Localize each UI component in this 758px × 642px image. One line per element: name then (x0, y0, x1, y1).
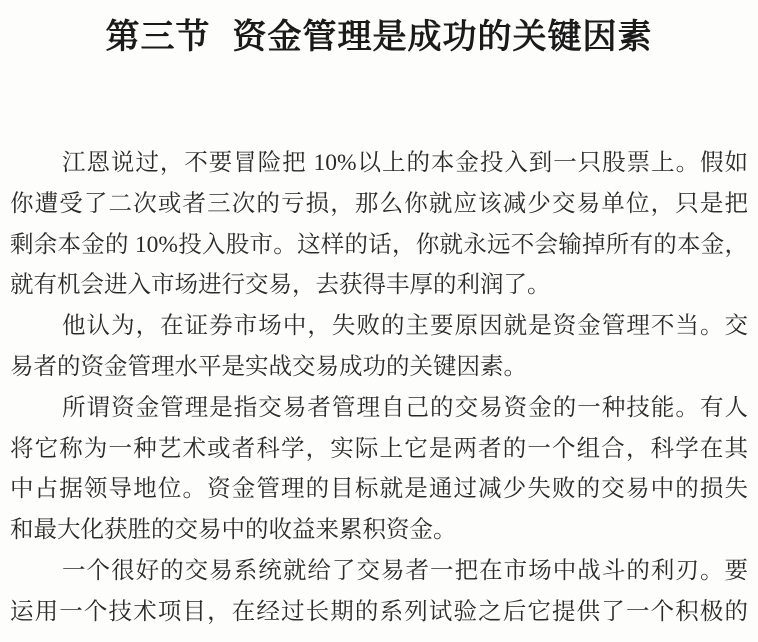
text-line: 易者的资金管理水平是实战交易成功的关键因素。 (10, 353, 527, 380)
text-line: 江恩说过，不要冒险把 10%以上的本金投入到一只股票上。假如 (62, 150, 748, 176)
text-line: 所谓资金管理是指交易者管理自己的交易资金的一种技能。有人 (62, 394, 748, 421)
text-line: 他认为，在证券市场中，失败的主要原因就是资金管理不当。交 (62, 313, 748, 340)
text-line: 你遭受了二次或者三次的亏损，那么你就应该减少交易单位，只是把 (10, 190, 748, 217)
text-line: 运用一个技术项目，在经过长期的系列试验之后它提供了一个积极的 (10, 598, 748, 625)
section-number: 第三节 (105, 19, 211, 56)
text-line: 中占据领导地位。资金管理的目标就是通过减少失败的交易中的损失 (10, 476, 748, 503)
section-title (10, 18, 748, 58)
text-line: 剩余本金的 10%投入股市。这样的话，你就永远不会输掉所有的本金， (10, 231, 748, 258)
text-line: 就有机会进入市场进行交易，去获得丰厚的利润了。 (10, 272, 551, 299)
body-text (10, 143, 748, 633)
text-line: 和最大化获胜的交易中的收益来累积资金。 (10, 517, 457, 544)
text-line: 一个很好的交易系统就给了交易者一把在市场中战斗的利刃。要 (62, 557, 748, 584)
section-title-text: 资金管理是成功的关键因素 (232, 19, 653, 56)
text-line: 将它称为一种艺术或者科学，实际上它是两者的一个组合，科学在其 (10, 435, 748, 462)
